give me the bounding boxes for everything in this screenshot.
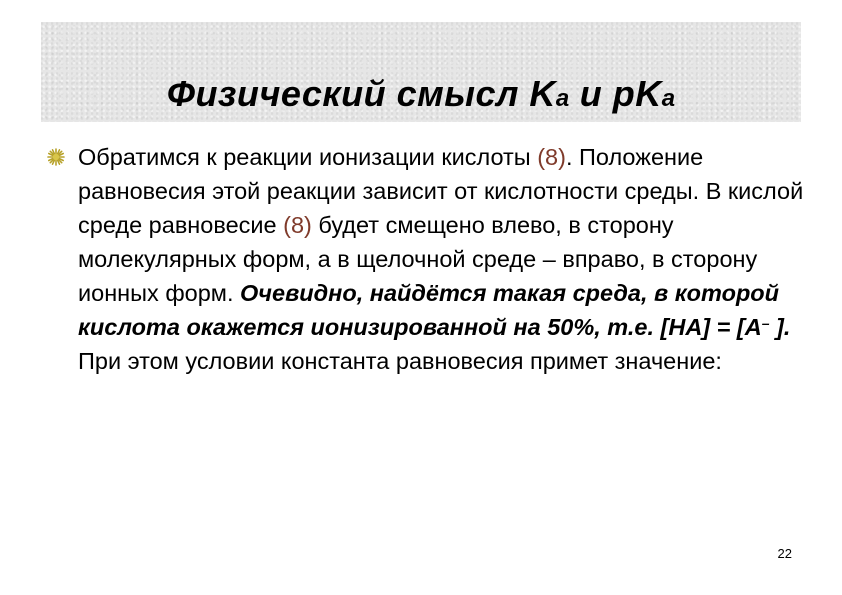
emphasis-text: Очевидно, найдётся такая среда, в которой кислота окажется ионизированной на 50%, т.е. [HA] = [A: [78, 280, 780, 340]
title-bar: [41, 22, 801, 122]
paragraph-part-1: Обратимся к реакции ионизации кислоты: [78, 144, 538, 170]
sun-bullet-icon: [47, 148, 65, 166]
paragraph-part-2: Положение равновесия этой реакции зависит от кислотности среды. В кислой среде равновесие: [78, 144, 804, 238]
emphasis-superscript: –: [761, 315, 770, 331]
slide-title: [41, 72, 801, 121]
title-main: Физический смысл K: [166, 73, 556, 114]
title-subscript-b: a: [661, 85, 676, 112]
emphasis-end: ].: [769, 314, 791, 340]
title-subscript-a: a: [555, 85, 570, 112]
body-paragraph: [78, 140, 810, 378]
paragraph-part-3: будет смещено влево, в сторону молекулярных форм, а в щелочной среде – вправо, в сторону ионных форм.: [78, 212, 758, 306]
title-middle: и рK: [569, 73, 662, 114]
paragraph-dot-1: .: [565, 144, 573, 170]
reaction-reference-1: (8): [537, 144, 566, 170]
reaction-reference-2: (8): [283, 212, 312, 238]
page-number: 22: [777, 546, 792, 561]
paragraph-part-4: При этом условии константа равновесия примет значение:: [78, 348, 722, 374]
